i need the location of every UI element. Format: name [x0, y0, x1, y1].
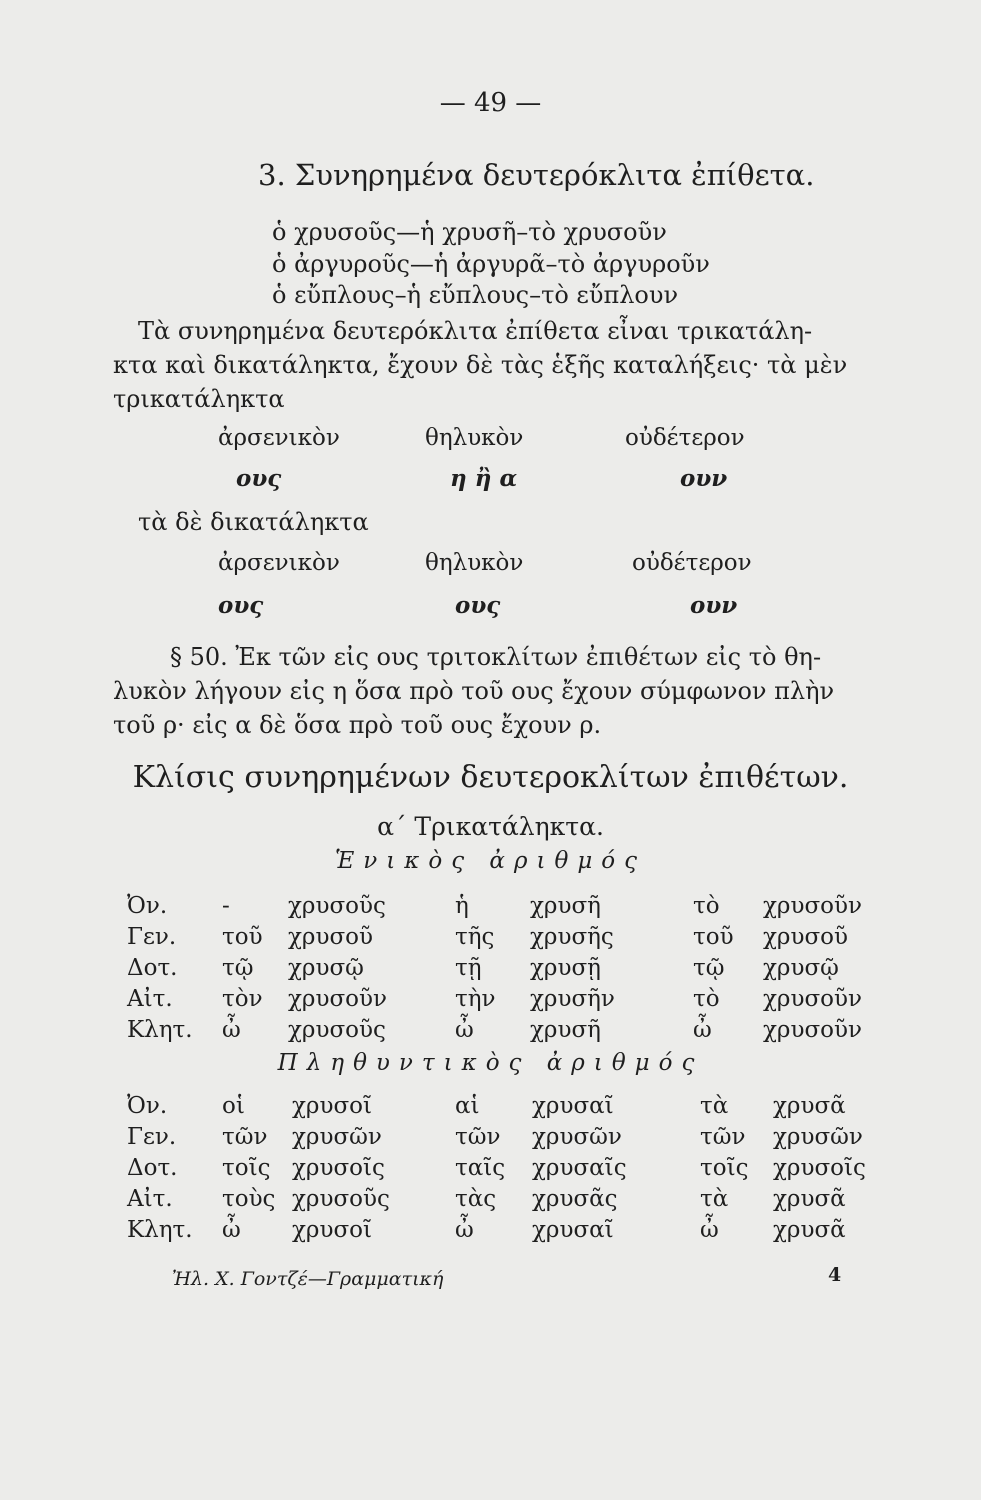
table-cell-m-art: ὦ	[222, 1017, 241, 1043]
paragraph-line: τρικατάληκτα	[113, 385, 285, 413]
table-cell-f-art: τῶν	[455, 1124, 501, 1150]
table-cell-f-art: ταῖς	[455, 1155, 506, 1181]
table-cell-case: Αἰτ.	[127, 986, 173, 1012]
ending-masculine: ους	[236, 465, 282, 492]
table-cell-f-art: τῆς	[455, 924, 495, 950]
ending-feminine: η ἢ α	[450, 465, 518, 492]
table-cell-m: χρυσοῖ	[292, 1093, 373, 1119]
table-cell-m-art: τοῖς	[222, 1155, 271, 1181]
subheading-dikatalikta: τὰ δὲ δικατάληκτα	[138, 508, 369, 536]
table-cell-n: χρυσοῦν	[763, 893, 862, 919]
table-cell-n: χρυσοῖς	[773, 1155, 866, 1181]
table-cell-n: χρυσῶν	[773, 1124, 863, 1150]
table-cell-case: Κλητ.	[127, 1017, 193, 1043]
table-cell-case: Δοτ.	[127, 1155, 178, 1181]
table-cell-n-art: τὰ	[700, 1093, 729, 1119]
table-cell-f-art: ὦ	[455, 1217, 474, 1243]
ending-neuter: ουν	[690, 592, 738, 619]
table-cell-f-art: τὰς	[455, 1186, 497, 1212]
table-cell-n-art: ὦ	[700, 1217, 719, 1243]
example-line: ὁ εὔπλους–ἡ εὔπλους–τὸ εὔπλουν	[272, 281, 679, 309]
footer-sheet-number: 4	[828, 1264, 842, 1286]
table-cell-f: χρυσῇ	[530, 955, 601, 981]
table-cell-n-art: τοῖς	[700, 1155, 749, 1181]
table-cell-case: Ὀν.	[127, 893, 168, 919]
table-cell-m-art: τὸν	[222, 986, 263, 1012]
table-cell-case: Γεν.	[127, 924, 177, 950]
label-masculine: ἀρσενικὸν	[218, 550, 340, 576]
ending-feminine: ους	[455, 592, 501, 619]
table-cell-m-art: τῶν	[222, 1124, 268, 1150]
paragraph-line: λυκὸν λήγουν εἰς η ὅσα πρὸ τοῦ ους ἔχουν σύμφωνον πλὴν	[113, 677, 835, 705]
table-cell-n: χρυσᾶ	[773, 1217, 846, 1243]
table-cell-m-art: τῷ	[222, 955, 254, 981]
paragraph-line: τοῦ ρ· εἰς α δὲ ὅσα πρὸ τοῦ ους ἔχουν ρ.	[113, 711, 602, 739]
table-cell-f: χρυσῆν	[530, 986, 615, 1012]
table-cell-f-art: αἱ	[455, 1093, 480, 1119]
table-cell-m-art: ὦ	[222, 1217, 241, 1243]
table-cell-f: χρυσῆ	[530, 1017, 601, 1043]
table-cell-n: χρυσᾶ	[773, 1186, 846, 1212]
declension-title: Κλίσις συνηρημένων δευτεροκλίτων ἐπιθέτων.	[132, 760, 849, 795]
table-cell-n-art: τῶν	[700, 1124, 746, 1150]
table-cell-case: Δοτ.	[127, 955, 178, 981]
table-cell-n: χρυσοῦν	[763, 1017, 862, 1043]
table-cell-m: χρυσοῦς	[288, 1017, 386, 1043]
example-line: ὁ χρυσοῦς—ἡ χρυσῆ–τὸ χρυσοῦν	[272, 218, 667, 246]
table-cell-case: Αἰτ.	[127, 1186, 173, 1212]
label-masculine: ἀρσενικὸν	[218, 425, 340, 451]
table-cell-n: χρυσοῦν	[763, 986, 862, 1012]
table-cell-m: χρυσοῦς	[288, 893, 386, 919]
singular-heading: Ἑνικὸς ἀριθμός	[334, 848, 647, 874]
table-cell-f: χρυσῶν	[532, 1124, 622, 1150]
table-cell-f-art: τὴν	[455, 986, 496, 1012]
table-cell-f-art: ὦ	[455, 1017, 474, 1043]
table-cell-m: χρυσοῖ	[292, 1217, 373, 1243]
table-cell-m: χρυσῷ	[288, 955, 364, 981]
table-cell-n-art: τὰ	[700, 1186, 729, 1212]
table-cell-f-art: τῇ	[455, 955, 482, 981]
table-cell-m: χρυσοῦ	[288, 924, 373, 950]
table-cell-m-art: τοὺς	[222, 1186, 276, 1212]
paragraph-line: § 50. Ἐκ τῶν εἰς ους τριτοκλίτων ἐπιθέτων εἰς τὸ θη-	[170, 643, 822, 671]
declension-subtitle: α΄ Τρικατάληκτα.	[377, 812, 604, 841]
table-cell-f: χρυσαῖ	[532, 1217, 614, 1243]
table-cell-n-art: τὸ	[693, 893, 720, 919]
table-cell-f-art: ἡ	[455, 893, 469, 919]
label-feminine: θηλυκὸν	[425, 425, 524, 451]
label-neuter: οὐδέτερον	[632, 550, 752, 576]
paragraph-line: κτα καὶ δικατάληκτα, ἔχουν δὲ τὰς ἑξῆς καταλήξεις· τὰ μὲν	[113, 351, 848, 379]
table-cell-m-art: οἱ	[222, 1093, 245, 1119]
table-cell-f: χρυσῆς	[530, 924, 614, 950]
table-cell-m: χρυσοῖς	[292, 1155, 385, 1181]
label-neuter: οὐδέτερον	[625, 425, 745, 451]
paragraph-line: Τὰ συνηρημένα δευτερόκλιτα ἐπίθετα εἶναι τρικατάλη-	[138, 317, 813, 345]
table-cell-m-art: τοῦ	[222, 924, 263, 950]
page-number: — 49 —	[439, 88, 542, 118]
table-cell-f: χρυσαῖς	[532, 1155, 627, 1181]
ending-neuter: ουν	[680, 465, 728, 492]
table-cell-n-art: τὸ	[693, 986, 720, 1012]
table-cell-n-art: ὦ	[693, 1017, 712, 1043]
label-feminine: θηλυκὸν	[425, 550, 524, 576]
table-cell-n: χρυσῷ	[763, 955, 839, 981]
table-cell-case: Γεν.	[127, 1124, 177, 1150]
table-cell-f: χρυσᾶς	[532, 1186, 618, 1212]
table-cell-m: χρυσοῦς	[292, 1186, 390, 1212]
section-title: 3. Συνηρημένα δευτερόκλιτα ἐπίθετα.	[258, 158, 815, 192]
table-cell-m-art: -	[222, 893, 230, 919]
table-cell-case: Ὀν.	[127, 1093, 168, 1119]
plural-heading: Πληθυντικὸς ἀριθμός	[277, 1050, 704, 1076]
table-cell-f: χρυσαῖ	[532, 1093, 614, 1119]
footer-signature: Ἠλ. Χ. Γοντζέ—Γραμματική	[172, 1268, 444, 1290]
example-line: ὁ ἀργυροῦς—ἡ ἀργυρᾶ–τὸ ἀργυροῦν	[272, 250, 710, 278]
table-cell-n: χρυσοῦ	[763, 924, 848, 950]
table-cell-f: χρυσῆ	[530, 893, 601, 919]
table-cell-n-art: τοῦ	[693, 924, 734, 950]
table-cell-m: χρυσοῦν	[288, 986, 387, 1012]
table-cell-case: Κλητ.	[127, 1217, 193, 1243]
ending-masculine: ους	[218, 592, 264, 619]
table-cell-m: χρυσῶν	[292, 1124, 382, 1150]
table-cell-n: χρυσᾶ	[773, 1093, 846, 1119]
table-cell-n-art: τῷ	[693, 955, 725, 981]
